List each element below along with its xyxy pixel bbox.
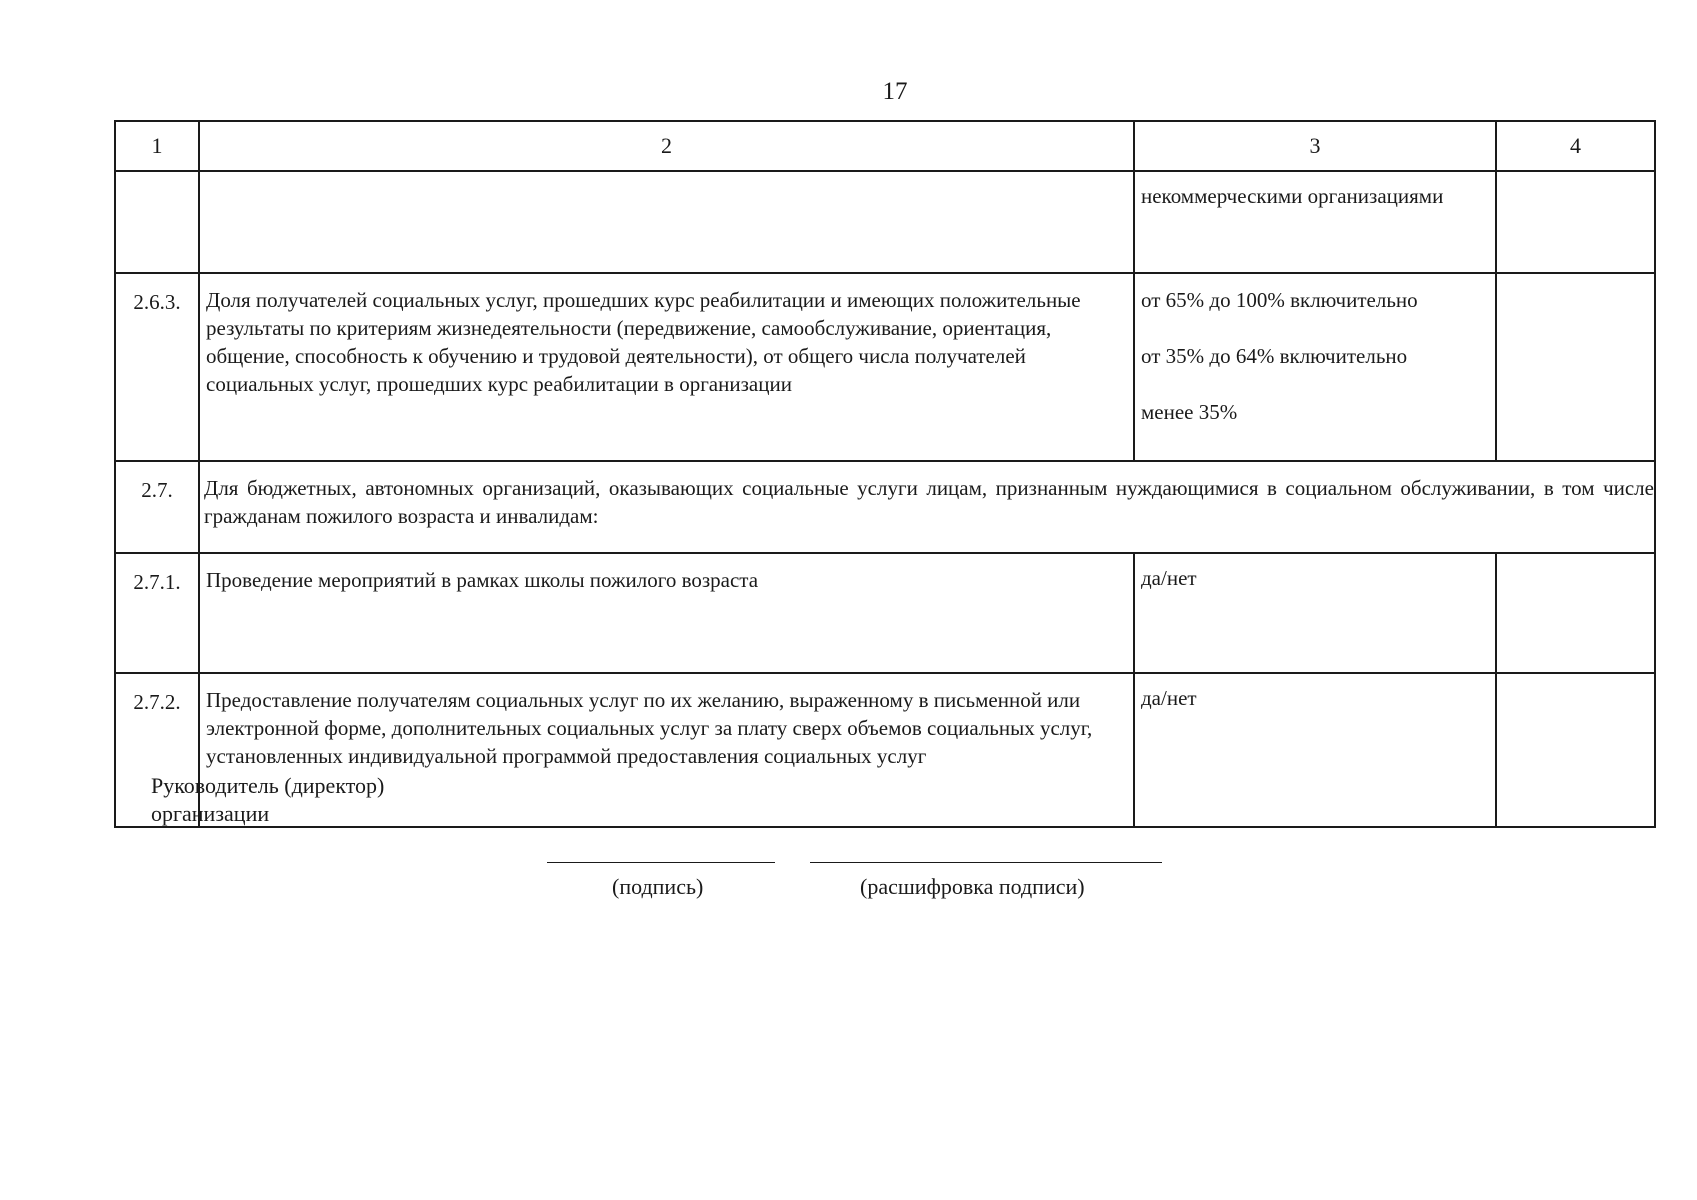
row-col4 (1496, 273, 1655, 461)
header-cell-2: 2 (199, 121, 1134, 171)
table-row (115, 171, 1655, 273)
row-value: некоммерческими организациями (1134, 171, 1496, 273)
value-option: от 65% до 100% включительно (1141, 288, 1418, 312)
row-col4 (1496, 553, 1655, 673)
row-value: да/нет (1134, 673, 1496, 827)
value-option: от 35% до 64% включительно (1141, 344, 1408, 368)
signature-decoding-line (810, 862, 1162, 863)
table-header-row (115, 121, 1655, 171)
row-number: 2.7.1. (115, 553, 199, 673)
row-description: Проведение мероприятий в рамках школы пожилого возраста (199, 553, 1134, 673)
value-option: менее 35% (1141, 400, 1238, 424)
row-col4 (1496, 171, 1655, 273)
row-number: 2.7.2. (115, 673, 199, 827)
signatory-title-line2: организации (151, 801, 270, 826)
row-number: 2.7. (115, 461, 199, 553)
signature-label: (подпись) (612, 874, 704, 899)
criteria-table (114, 120, 1656, 828)
table-row (115, 273, 1655, 461)
row-description (199, 171, 1134, 273)
header-cell-4: 4 (1496, 121, 1655, 171)
page-number: 17 (882, 78, 908, 105)
row-description: Доля получателей социальных услуг, прошедших курс реабилитации и имеющих положительные результаты по критериям жизнедеятельности (передвижение, самообслуживание, ориентация, общение, способность к обучению и трудовой деятельности), от общего числа получателей социальных услуг, прошедших курс реабилитации в организации (199, 273, 1134, 461)
row-number: 2.6.3. (115, 273, 199, 461)
row-number (115, 171, 199, 273)
header-cell-3: 3 (1134, 121, 1496, 171)
signature-decoding-label: (расшифровка подписи) (860, 874, 1085, 899)
table-row (115, 553, 1655, 673)
section-description: Для бюджетных, автономных организаций, оказывающих социальные услуги лицам, признанным нуждающимися в социальном обслуживании, в том числе гражданам пожилого возраста и инвалидам: (199, 461, 1655, 553)
row-col4 (1496, 673, 1655, 827)
signatory-title-line1: Руководитель (директор) (151, 773, 385, 798)
table-section-row (115, 461, 1655, 553)
row-values (1134, 273, 1496, 461)
row-value: да/нет (1134, 553, 1496, 673)
signature-line (547, 862, 775, 863)
header-cell-1: 1 (115, 121, 199, 171)
signatory-title (151, 772, 384, 828)
row-description: Предоставление получателям социальных услуг по их желанию, выраженному в письменной или электронной форме, дополнительных социальных услуг за плату сверх объемов социальных услуг, установленных индивидуальной программой предоставления социальных услуг (199, 673, 1134, 827)
